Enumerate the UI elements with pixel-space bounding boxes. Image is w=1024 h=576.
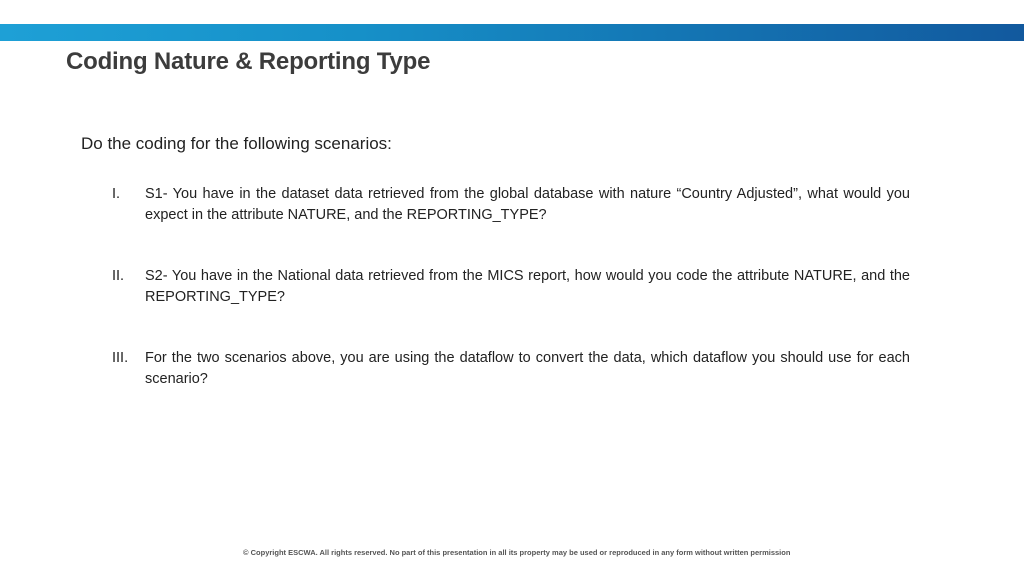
slide-title: Coding Nature & Reporting Type (66, 48, 431, 75)
scenario-item-3 (112, 348, 910, 390)
header-color-band (0, 24, 1024, 41)
scenario-item-1 (112, 184, 910, 226)
footer-copyright: © Copyright ESCWA. All rights reserved. No part of this presentation in all its property may be used or reproduced in any form without written permission (243, 548, 791, 557)
scenario-numeral: III. (112, 350, 129, 366)
scenario-text: S1- You have in the dataset data retrieved from the global database with nature “Country Adjusted”, what would you expect in the attribute NATURE, and the REPORTING_TYPE? (145, 186, 910, 223)
scenario-item-2 (112, 266, 910, 308)
scenario-numeral: II. (112, 268, 125, 284)
scenario-list (112, 184, 910, 390)
scenario-text: For the two scenarios above, you are using the dataflow to convert the data, which dataflow you should use for each scenario? (145, 350, 910, 387)
scenario-numeral: I. (112, 186, 121, 202)
scenario-text: S2- You have in the National data retrieved from the MICS report, how would you code the attribute NATURE, and the REPORTING_TYPE? (145, 268, 910, 305)
intro-text: Do the coding for the following scenarios: (81, 134, 392, 153)
